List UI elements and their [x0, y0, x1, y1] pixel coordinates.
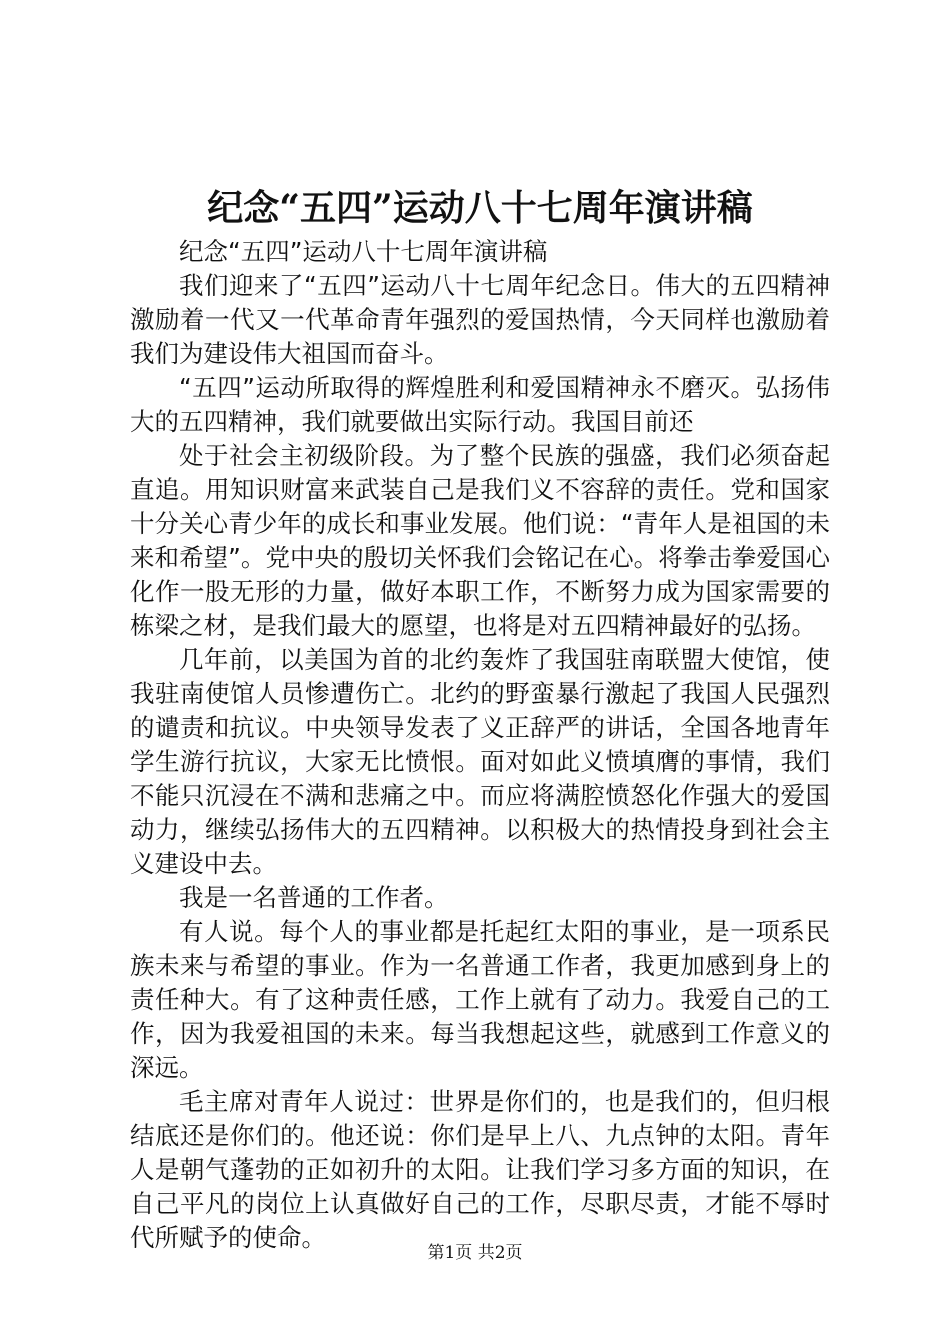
document-title: 纪念“五四”运动八十七周年演讲稿: [207, 187, 753, 229]
page-number-footer: 第1页 共2页: [427, 1243, 523, 1263]
document-body: [130, 235, 830, 1255]
paragraph: 处于社会主初级阶段。为了整个民族的强盛，我们必须奋起直追。用知识财富来武装自己是我们义不容辞的责任。党和国家十分关心青少年的成长和事业发展。他们说：“青年人是祖国的未来和希望”。党中央的殷切关怀我们会铭记在心。将拳击拳爱国心化作一股无形的力量，做好本职工作，不断努力成为国家需要的栋梁之材，是我们最大的愿望，也将是对五四精神最好的弘扬。: [130, 441, 830, 640]
paragraph-subtitle: 纪念“五四”运动八十七周年演讲稿: [179, 237, 548, 266]
paragraph: 几年前，以美国为首的北约轰炸了我国驻南联盟大使馆，使我驻南使馆人员惨遭伤亡。北约的野蛮暴行激起了我国人民强烈的谴责和抗议。中央领导发表了义正辞严的讲话，全国各地青年学生游行抗议，大家无比愤恨。面对如此义愤填膺的事情，我们不能只沉浸在不满和悲痛之中。而应将满腔愤怒化作强大的爱国动力，继续弘扬伟大的五四精神。以积极大的热情投身到社会主义建设中去。: [130, 645, 830, 878]
paragraph: 毛主席对青年人说过：世界是你们的，也是我们的，但归根结底还是你们的。他还说：你们是早上八、九点钟的太阳。青年人是朝气蓬勃的正如初升的太阳。让我们学习多方面的知识，在自己平凡的岗位上认真做好自己的工作，尽职尽责，才能不辱时代所赋予的使命。: [130, 1087, 830, 1252]
paragraph: “五四”运动所取得的辉煌胜利和爱国精神永不磨灭。弘扬伟大的五四精神，我们就要做出实际行动。我国目前还: [130, 373, 830, 436]
paragraph: 我们迎来了“五四”运动八十七周年纪念日。伟大的五四精神激励着一代又一代革命青年强烈的爱国热情，今天同样也激励着我们为建设伟大祖国而奋斗。: [130, 271, 830, 368]
paragraph: 有人说。每个人的事业都是托起红太阳的事业，是一项系民族未来与希望的事业。作为一名普通工作者，我更加感到身上的责任种大。有了这种责任感，工作上就有了动力。我爱自己的工作，因为我爱祖国的未来。每当我想起这些，就感到工作意义的深远。: [130, 917, 830, 1082]
paragraph: 我是一名普通的工作者。: [179, 883, 449, 912]
